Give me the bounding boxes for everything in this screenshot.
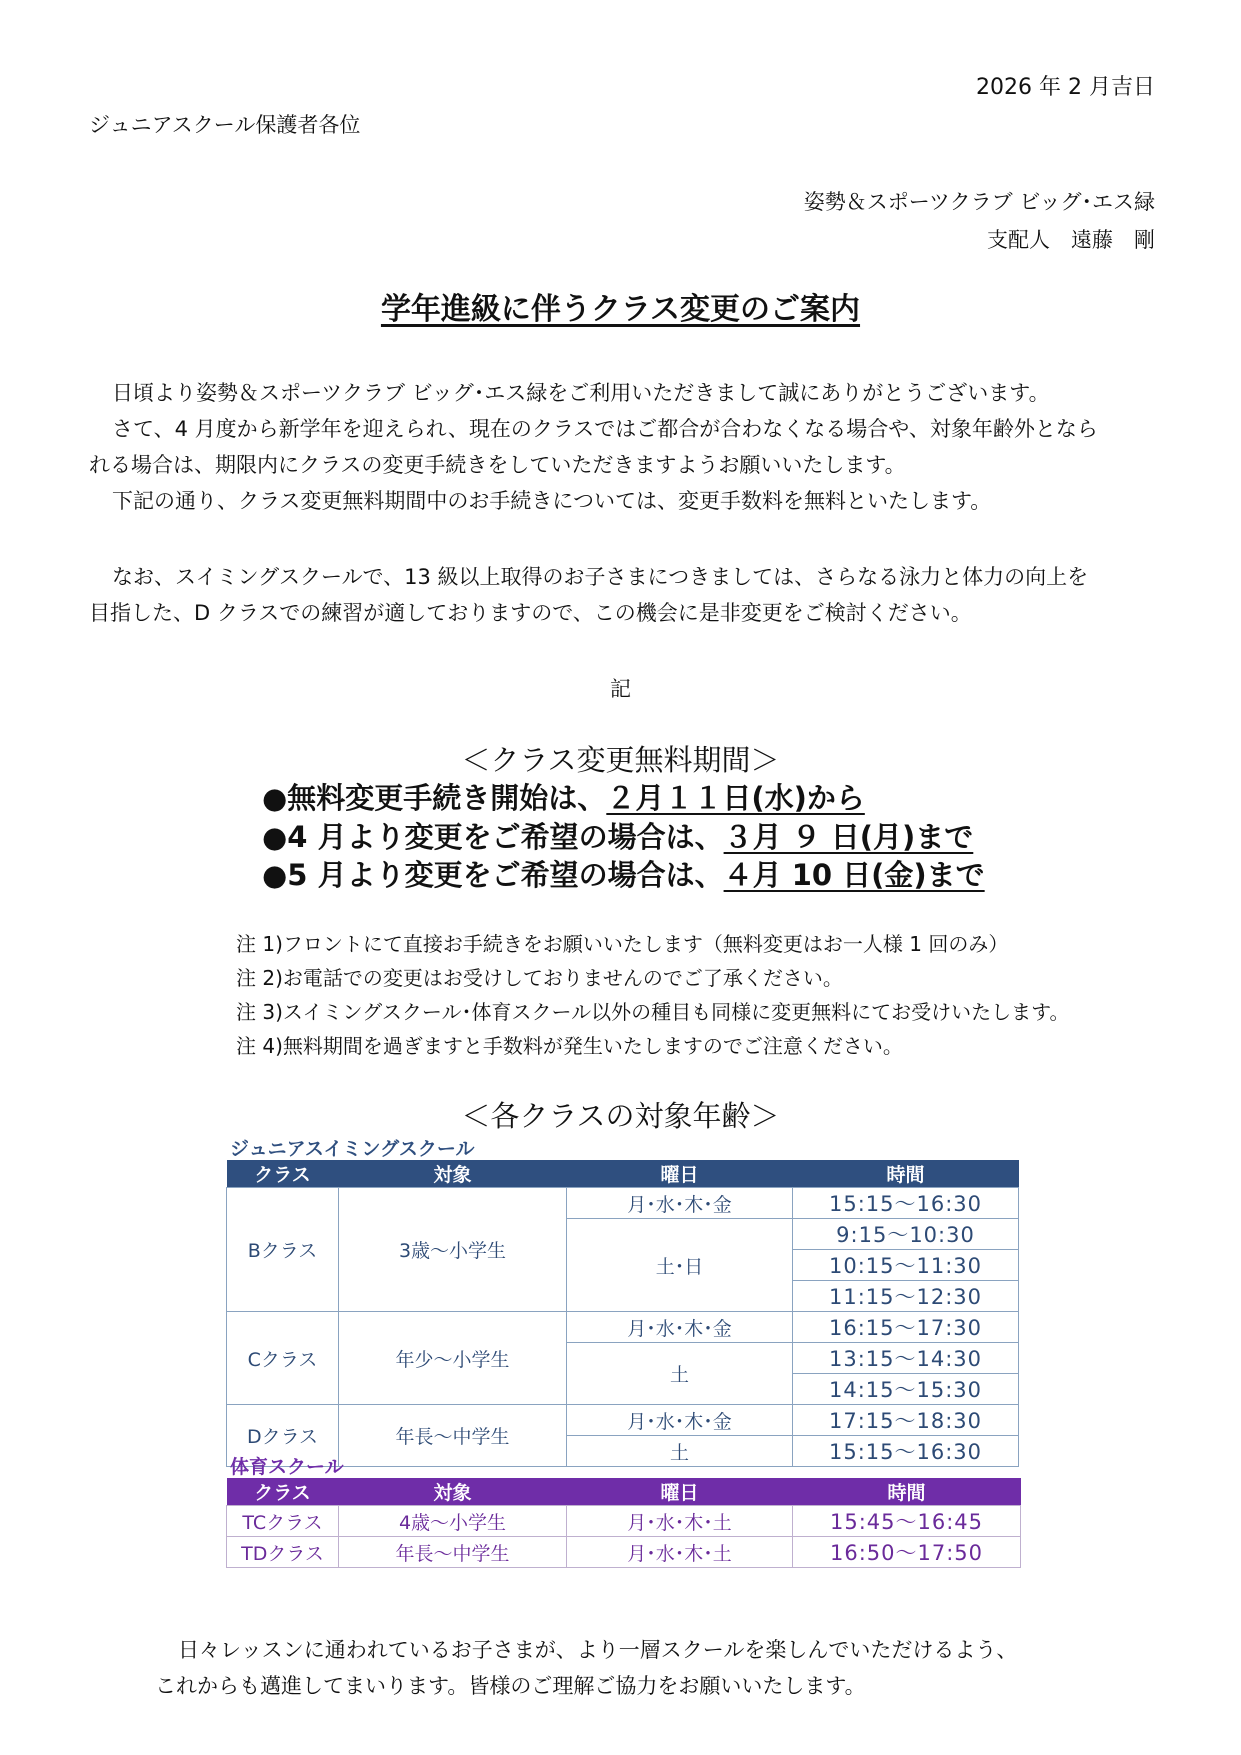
class-time: 13:15～14:30 [793, 1343, 1019, 1374]
body-paragraph-2a: さて、4 月度から新学年を迎えられ、現在のクラスではご都合が合わなくなる場合や、対象年齢外となら [112, 417, 1098, 441]
closing-line-2: これからも邁進してまいります。皆様のご理解ご協力をお願いいたします。 [155, 1674, 866, 1698]
swimming-schedule-table [226, 1160, 1019, 1467]
free-period-item-prefix: ●4 月より変更をご希望の場合は、 [262, 820, 724, 854]
gym-schedule-table [226, 1478, 1021, 1568]
swimming-school-label: ジュニアスイミングスクール [230, 1138, 475, 1160]
class-name: Cクラス [227, 1312, 339, 1405]
column-header-time: 時間 [886, 1164, 925, 1186]
column-header-class: クラス [254, 1164, 311, 1186]
table-row [227, 1312, 1019, 1343]
class-name: Dクラス [227, 1405, 339, 1467]
free-period-item-date: ４月 10 日(金)まで [723, 858, 985, 892]
document-date: 2026 年 2 月吉日 [976, 75, 1155, 100]
body-paragraph-2b: れる場合は、期限内にクラスの変更手続きをしていただきますようお願いいたします。 [89, 453, 906, 477]
class-days: 月･水･木･金 [567, 1312, 793, 1343]
class-time: 9:15～10:30 [793, 1219, 1019, 1250]
class-days: 月･水･木･金 [567, 1405, 793, 1436]
closing-line-1: 日々レッスンに通われているお子さまが、より一層スクールを楽しんでいただけるよう、 [178, 1638, 1018, 1662]
column-header-time: 時間 [887, 1482, 926, 1504]
class-time: 17:15～18:30 [793, 1405, 1019, 1436]
class-target: 4歳～小学生 [339, 1506, 567, 1537]
class-days: 土･日 [567, 1219, 793, 1312]
column-header-days: 曜日 [660, 1482, 699, 1504]
body-paragraph-3: 下記の通り、クラス変更無料期間中のお手続きについては、変更手数料を無料といたします。 [112, 489, 992, 513]
note-2: 注 2)お電話での変更はお受けしておりませんのでご了承ください。 [236, 966, 843, 990]
column-header-target: 対象 [433, 1164, 472, 1186]
sender-person: 支配人 遠藤 剛 [987, 228, 1155, 252]
class-time: 15:15～16:30 [793, 1436, 1019, 1467]
column-header-target: 対象 [433, 1482, 472, 1504]
table-row [227, 1405, 1019, 1436]
class-time: 14:15～15:30 [793, 1374, 1019, 1405]
gym-school-label: 体育スクール [230, 1456, 344, 1478]
class-days: 月･水･木･土 [567, 1506, 793, 1537]
class-time: 16:50～17:50 [793, 1537, 1021, 1568]
class-days: 土 [567, 1343, 793, 1405]
class-name: TCクラス [227, 1506, 339, 1537]
class-time: 10:15～11:30 [793, 1250, 1019, 1281]
note-3: 注 3)スイミングスクール･体育スクール以外の種目も同様に変更無料にてお受けいたします。 [236, 1000, 1070, 1024]
class-name: TDクラス [227, 1537, 339, 1568]
free-period-item-prefix: ●5 月より変更をご希望の場合は、 [262, 858, 724, 892]
column-header-days: 曜日 [660, 1164, 699, 1186]
class-target: 年少～小学生 [339, 1312, 567, 1405]
table-row [227, 1537, 1021, 1568]
body-paragraph-4b: 目指した、D クラスでの練習が適しておりますので、この機会に是非変更をご検討ください。 [89, 601, 972, 625]
free-period-item [262, 855, 985, 895]
class-name: Bクラス [227, 1188, 339, 1312]
body-paragraph-1: 日頃より姿勢＆スポーツクラブ ビッグ･エス緑をご利用いただきまして誠にありがとうございます。 [112, 381, 1050, 405]
page-title: 学年進級に伴うクラス変更のご案内 [380, 292, 861, 327]
column-header-class: クラス [254, 1482, 311, 1504]
free-period-item-date: ２月１１日(水)から [606, 781, 865, 815]
recipient: ジュニアスクール保護者各位 [89, 113, 361, 137]
sender-org: 姿勢＆スポーツクラブ ビッグ･エス緑 [803, 190, 1155, 214]
class-days: 月･水･木･金 [567, 1188, 793, 1219]
free-period-item [262, 817, 973, 857]
class-days: 土 [567, 1436, 793, 1467]
class-time: 15:45～16:45 [793, 1506, 1021, 1537]
table-row [227, 1188, 1019, 1219]
free-period-item-date: ３月 ９ 日(月)まで [723, 820, 974, 854]
class-target: 3歳～小学生 [339, 1188, 567, 1312]
ki-marker: 記 [610, 677, 631, 701]
note-1: 注 1)フロントにて直接お手続きをお願いいたします（無料変更はお一人様 1 回のみ） [236, 932, 1009, 956]
class-target: 年長～中学生 [339, 1405, 567, 1467]
class-time: 11:15～12:30 [793, 1281, 1019, 1312]
note-4: 注 4)無料期間を過ぎますと手数料が発生いたしますのでご注意ください。 [236, 1034, 903, 1058]
table-row [227, 1506, 1021, 1537]
class-days: 月･水･木･土 [567, 1537, 793, 1568]
age-heading: ＜各クラスの対象年齢＞ [461, 1099, 780, 1133]
body-paragraph-4a: なお、スイミングスクールで、13 級以上取得のお子さまにつきましては、さらなる泳力と体力の向上を [112, 565, 1089, 589]
class-time: 15:15～16:30 [793, 1188, 1019, 1219]
free-period-item-prefix: ●無料変更手続き開始は、 [262, 781, 607, 815]
class-target: 年長～中学生 [339, 1537, 567, 1568]
free-period-heading: ＜クラス変更無料期間＞ [461, 743, 780, 777]
free-period-item [262, 778, 865, 818]
class-time: 16:15～17:30 [793, 1312, 1019, 1343]
